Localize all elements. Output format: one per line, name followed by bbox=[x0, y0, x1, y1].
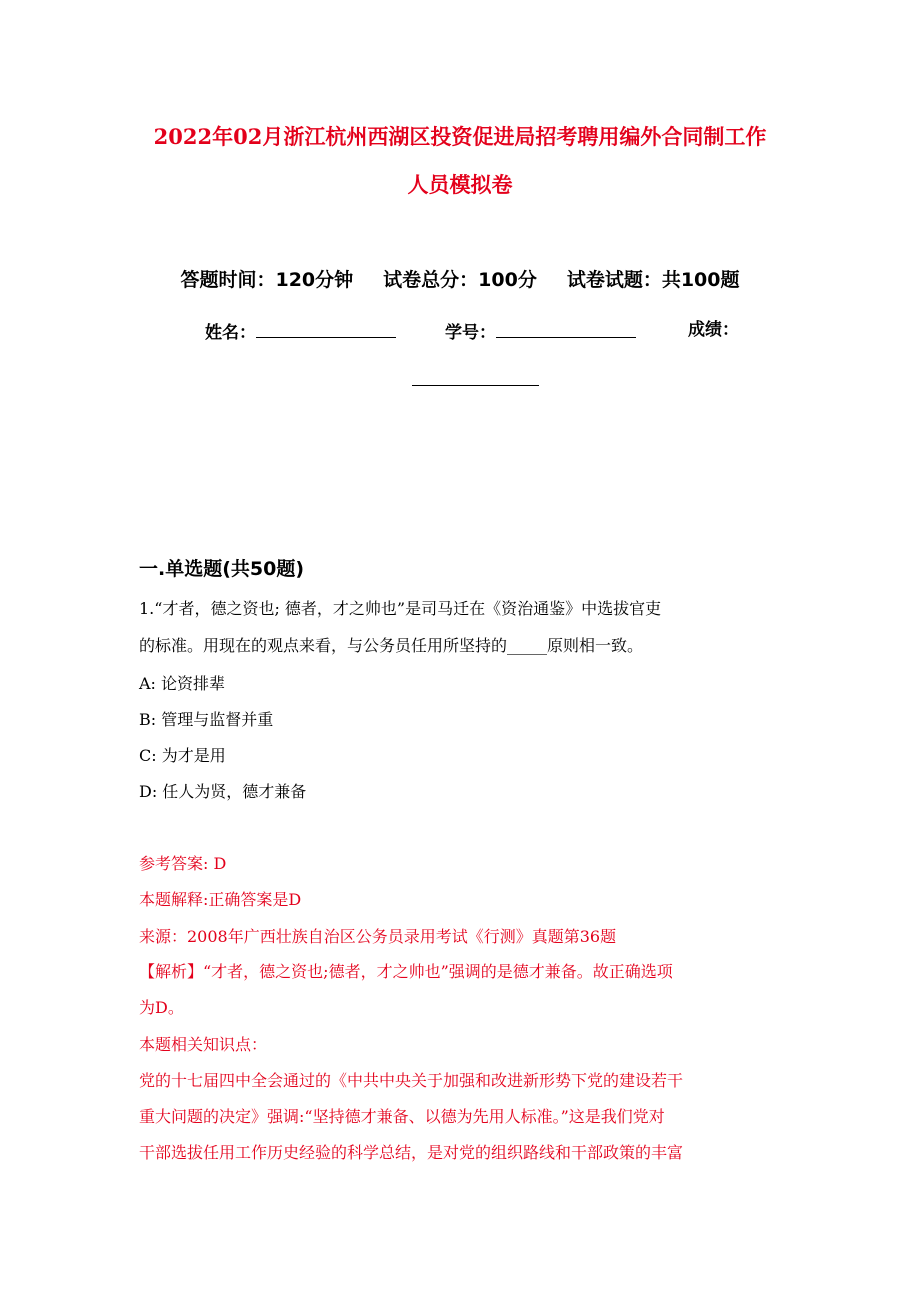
section-heading: 一.单选题(共50题) bbox=[139, 558, 305, 580]
score-label: 成绩： bbox=[688, 320, 739, 340]
reference-answer: 参考答案: D bbox=[139, 854, 227, 873]
name-field bbox=[205, 317, 396, 346]
knowledge-line-3: 干部选拔任用工作历史经验的科学总结，是对党的组织路线和干部政策的丰富 bbox=[139, 1143, 684, 1162]
answer-explanation: 本题解释:正确答案是D bbox=[139, 890, 302, 909]
exam-meta bbox=[60, 266, 860, 294]
document-title-line-1: 2022年02月浙江杭州西湖区投资促进局招考聘用编外合同制工作 bbox=[153, 124, 767, 149]
question-source: 来源：2008年广西壮族自治区公务员录用考试《行测》真题第36题 bbox=[139, 927, 617, 946]
exam-question-count: 试卷试题：共100题 bbox=[566, 269, 740, 291]
student-id-label: 学号： bbox=[445, 323, 496, 343]
exam-time: 答题时间：120分钟 bbox=[180, 269, 354, 291]
option-b: B: 管理与监督并重 bbox=[139, 710, 274, 729]
exam-total-score: 试卷总分：100分 bbox=[383, 269, 537, 291]
question-stem-line-2: 的标准。用现在的观点来看，与公务员任用所坚持的_____原则相一致。 bbox=[139, 636, 644, 655]
option-d: D: 任人为贤，德才兼备 bbox=[139, 782, 307, 801]
option-a: A: 论资排辈 bbox=[139, 674, 226, 693]
student-id-field bbox=[445, 317, 636, 346]
option-c: C: 为才是用 bbox=[139, 746, 226, 765]
knowledge-heading: 本题相关知识点： bbox=[139, 1035, 268, 1054]
analysis-line-1: 【解析】“才者，德之资也;德者，才之帅也”强调的是德才兼备。故正确选项 bbox=[139, 962, 673, 981]
question-stem-line-1: 1.“才者，德之资也; 德者，才之帅也”是司马迁在《资治通鉴》中选拔官吏 bbox=[139, 599, 662, 618]
score-field bbox=[688, 317, 739, 343]
analysis-line-2: 为D。 bbox=[139, 998, 184, 1017]
knowledge-line-2: 重大问题的决定》强调:“坚持德才兼备、以德为先用人标准。”这是我们党对 bbox=[139, 1107, 665, 1126]
name-label: 姓名： bbox=[205, 323, 256, 343]
name-blank[interactable] bbox=[256, 317, 396, 338]
student-id-blank[interactable] bbox=[496, 317, 636, 338]
knowledge-line-1: 党的十七届四中全会通过的《中共中央关于加强和改进新形势下党的建设若干 bbox=[139, 1071, 684, 1090]
document-title-line-2: 人员模拟卷 bbox=[407, 172, 513, 197]
score-blank[interactable] bbox=[412, 385, 539, 386]
